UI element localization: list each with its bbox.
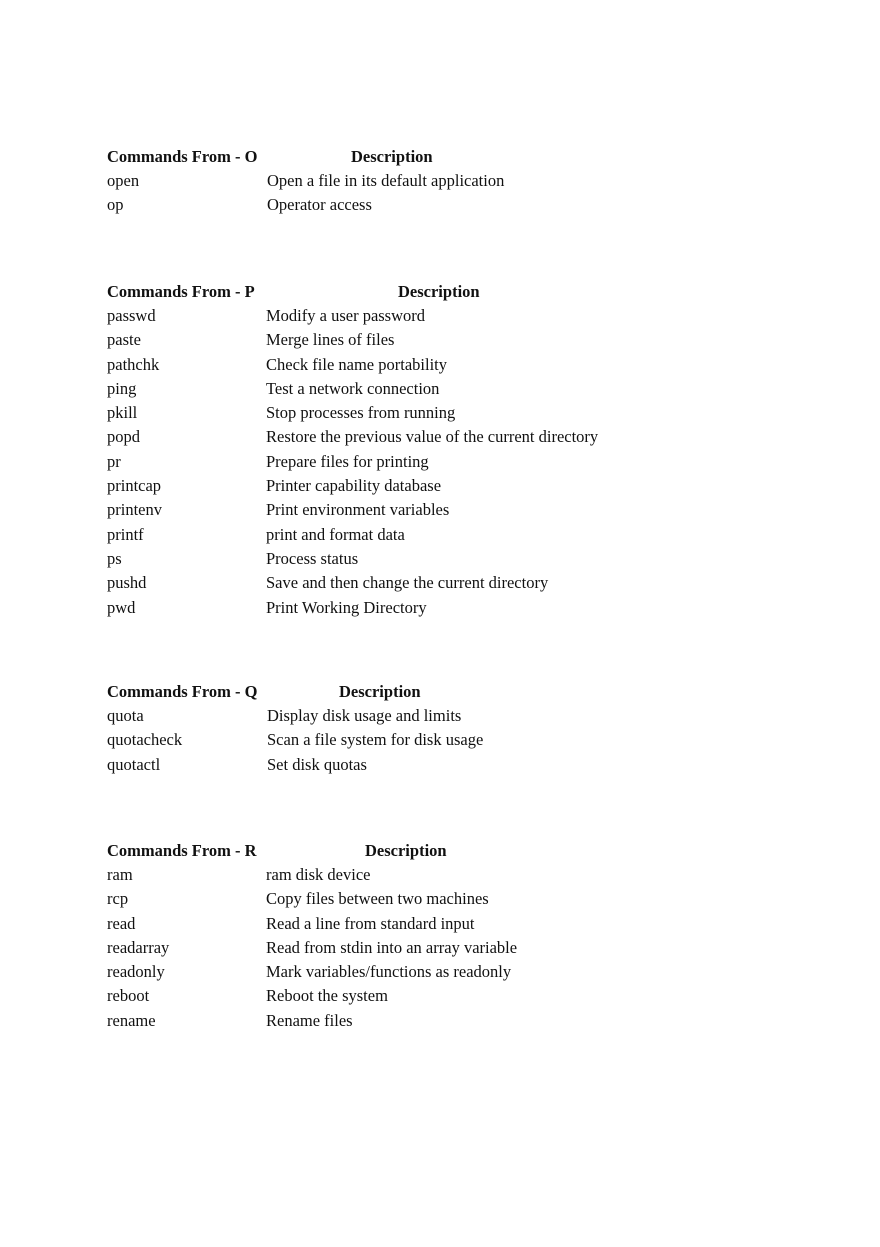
command-row [107,500,727,524]
commands-section-o [107,147,727,220]
command-row [107,195,727,219]
command-description: Modify a user password [266,306,426,325]
command-row [107,598,727,622]
command-name: pushd [107,573,147,593]
command-row [107,355,727,379]
command-name: readonly [107,962,165,982]
command-row [107,525,727,549]
commands-section-p [107,282,727,622]
section-header [107,282,727,306]
command-name: printcap [107,476,162,496]
command-name: pr [107,451,121,471]
command-name: popd [107,427,140,447]
command-description: Process status [266,548,359,568]
command-name: readarray [107,937,170,957]
command-description: Stop processes from running [266,403,456,423]
command-description: ram disk device [266,865,371,884]
command-description: print and format data [266,524,405,544]
section-header [107,682,727,706]
command-row [107,706,727,730]
command-name: open [107,171,140,190]
command-name: quotactl [107,754,161,774]
command-name: quota [107,706,144,725]
command-name: passwd [107,306,156,325]
command-row [107,573,727,597]
command-row [107,986,727,1010]
command-name: paste [107,330,141,350]
command-description: Open a file in its default application [267,171,505,190]
command-name: pkill [107,403,138,423]
command-description: Check file name portability [266,354,447,374]
command-description: Printer capability database [266,476,442,496]
command-description: Merge lines of files [266,330,395,350]
command-description: Save and then change the current directory [266,573,549,593]
command-description: Set disk quotas [267,754,367,774]
command-name: printenv [107,500,162,520]
command-row [107,962,727,986]
command-name: rename [107,1010,156,1030]
command-description: Read a line from standard input [266,913,475,933]
command-name: reboot [107,986,150,1006]
command-description: Read from stdin into an array variable [266,937,518,957]
command-row [107,427,727,451]
command-row [107,306,727,330]
description-column-heading: Description [365,841,447,860]
command-description: Restore the previous value of the current directory [266,427,599,447]
commands-column-heading: Commands From - Q [107,682,258,701]
command-row [107,452,727,476]
command-name: printf [107,524,144,544]
command-description: Display disk usage and limits [267,706,462,725]
command-description: Scan a file system for disk usage [267,730,484,750]
command-description: Test a network connection [266,378,440,398]
command-name: pwd [107,597,136,617]
command-row [107,914,727,938]
command-name: ps [107,548,122,568]
command-row [107,379,727,403]
command-description: Mark variables/functions as readonly [266,962,512,982]
command-description: Print Working Directory [266,597,427,617]
command-name: ram [107,865,133,884]
command-description: Rename files [266,1010,353,1030]
command-row [107,938,727,962]
command-name: quotacheck [107,730,183,750]
commands-column-heading: Commands From - O [107,147,258,166]
command-row [107,889,727,913]
command-row [107,865,727,889]
command-name: pathchk [107,354,160,374]
command-name: read [107,913,136,933]
section-header [107,147,727,171]
command-row [107,403,727,427]
command-name: op [107,195,124,215]
command-description: Copy files between two machines [266,889,489,909]
description-column-heading: Description [351,147,433,166]
command-description: Print environment variables [266,500,450,520]
command-description: Reboot the system [266,986,388,1006]
commands-column-heading: Commands From - P [107,282,255,301]
command-name: rcp [107,889,129,909]
commands-column-heading: Commands From - R [107,841,257,860]
description-column-heading: Description [398,282,480,301]
command-row [107,330,727,354]
command-row [107,730,727,754]
command-description: Prepare files for printing [266,451,429,471]
command-row [107,1011,727,1035]
command-row [107,755,727,779]
command-row [107,171,727,195]
description-column-heading: Description [339,682,421,701]
command-name: ping [107,378,137,398]
command-row [107,476,727,500]
command-row [107,549,727,573]
section-header [107,841,727,865]
commands-section-r [107,841,727,1035]
command-description: Operator access [267,195,372,215]
commands-section-q [107,682,727,779]
